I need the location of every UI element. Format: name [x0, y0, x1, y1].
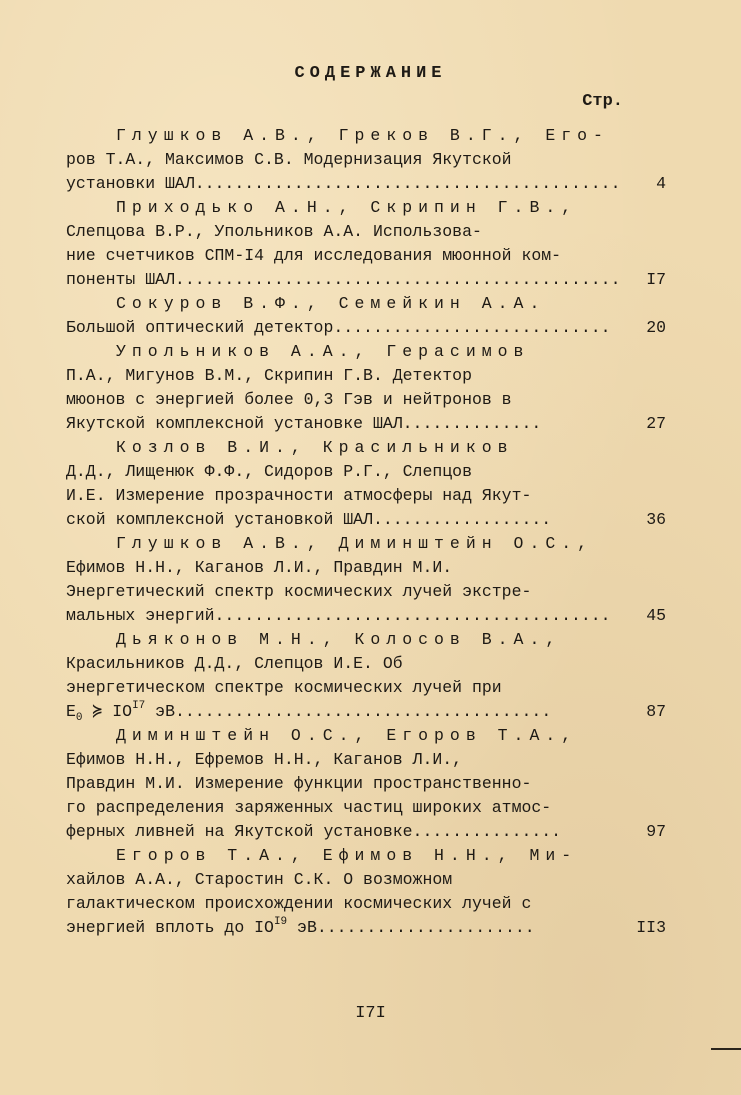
entry-page-number: 20 — [646, 318, 666, 337]
formula-subscript: 0 — [75, 712, 83, 724]
entry-line: Дьяконов М.Н., Колосов В.А., — [116, 630, 562, 649]
page-title: СОДЕРЖАНИЕ — [294, 64, 447, 83]
formula-text: эВ...................... — [287, 918, 535, 937]
entry-line: Ефимов Н.Н., Ефремов Н.Н., Каганов Л.И., — [66, 750, 463, 769]
contents-entry — [66, 436, 666, 532]
entry-line-formula — [66, 700, 666, 724]
entry-line: Егоров Т.А., Ефимов Н.Н., Ми- — [116, 846, 578, 865]
entry-line: хайлов А.А., Старостин С.К. О возможном — [66, 870, 453, 889]
entry-line: энергетическом спектре космических лучей при — [66, 678, 502, 697]
contents-entry — [66, 724, 666, 844]
formula-text: ≽ IO — [82, 702, 133, 721]
page-folio: I7I — [355, 1004, 386, 1023]
entry-line: Ефимов Н.Н., Каганов Л.И., Правдин М.И. — [66, 558, 453, 577]
entry-line: Якутской комплексной установке ШАЛ.............. — [66, 414, 542, 433]
entry-line: мальных энергий........................................ — [66, 606, 611, 625]
entry-page-number: I7 — [646, 270, 666, 289]
entry-line: Козлов В.И., Красильников — [116, 438, 514, 457]
contents-entry — [66, 340, 666, 436]
entry-line: Приходько А.Н., Скрипин Г.В., — [116, 198, 578, 217]
entry-page-number: II3 — [636, 918, 666, 937]
entry-line: Д.Д., Лищенюк Ф.Ф., Сидоров Р.Г., Слепцов — [66, 462, 472, 481]
contents-entry — [66, 196, 666, 292]
entry-line: ров Т.А., Максимов С.В. Модернизация Якутской — [66, 150, 512, 169]
entry-page-number: 87 — [646, 702, 666, 721]
formula-exponent: I7 — [132, 700, 146, 712]
entry-line: И.Е. Измерение прозрачности атмосферы над Якут- — [66, 486, 532, 505]
formula-symbol: E — [66, 702, 76, 721]
entry-line: галактическом происхождении космических лучей с — [66, 894, 532, 913]
entry-page-number: 97 — [646, 822, 666, 841]
entry-line: ской комплексной установкой ШАЛ.................. — [66, 510, 552, 529]
contents-entry — [66, 628, 666, 724]
entry-line: Правдин М.И. Измерение функции пространственно- — [66, 774, 532, 793]
entry-line: Энергетический спектр космических лучей экстре- — [66, 582, 532, 601]
page-column-header: Стр. — [582, 92, 623, 111]
entry-line: ферных ливней на Якутской установке............... — [66, 822, 562, 841]
contents-entry — [66, 844, 666, 940]
entry-line: го распределения заряженных частиц широких атмос- — [66, 798, 552, 817]
edge-mark — [711, 1048, 741, 1050]
entry-page-number: 27 — [646, 414, 666, 433]
contents-entry — [66, 532, 666, 628]
contents-entry — [66, 292, 666, 340]
entry-line: Упольников А.А., Герасимов — [116, 342, 530, 361]
entry-line: ние счетчиков СПМ-I4 для исследования мюонной ком- — [66, 246, 562, 265]
entry-line: мюонов с энергией более 0,3 Гэв и нейтронов в — [66, 390, 512, 409]
entry-line-formula — [66, 916, 666, 940]
entry-line: Большой оптический детектор............................ — [66, 318, 611, 337]
contents-list — [66, 124, 666, 940]
entry-line: Диминштейн О.С., Егоров Т.А., — [116, 726, 578, 745]
entry-line: установки ШАЛ........................................... — [66, 174, 621, 193]
entry-line: Красильников Д.Д., Слепцов И.Е. Об — [66, 654, 403, 673]
entry-page-number: 4 — [656, 174, 666, 193]
contents-entry — [66, 124, 666, 196]
formula-text: эВ...................................... — [145, 702, 552, 721]
formula-text: энергией вплоть до IO — [66, 918, 274, 937]
entry-line: П.А., Мигунов В.М., Скрипин Г.В. Детектор — [66, 366, 472, 385]
entry-line: поненты ШАЛ............................................. — [66, 270, 621, 289]
entry-line: Глушков А.В., Диминштейн О.С., — [116, 534, 594, 553]
entry-line: Слепцова В.Р., Упольников А.А. Использова- — [66, 222, 482, 241]
entry-line: Сокуров В.Ф., Семейкин А.А. — [116, 294, 546, 313]
formula-exponent: I9 — [273, 916, 288, 928]
entry-page-number: 45 — [646, 606, 666, 625]
entry-line: Глушков А.В., Греков В.Г., Его- — [116, 126, 609, 145]
entry-page-number: 36 — [646, 510, 666, 529]
